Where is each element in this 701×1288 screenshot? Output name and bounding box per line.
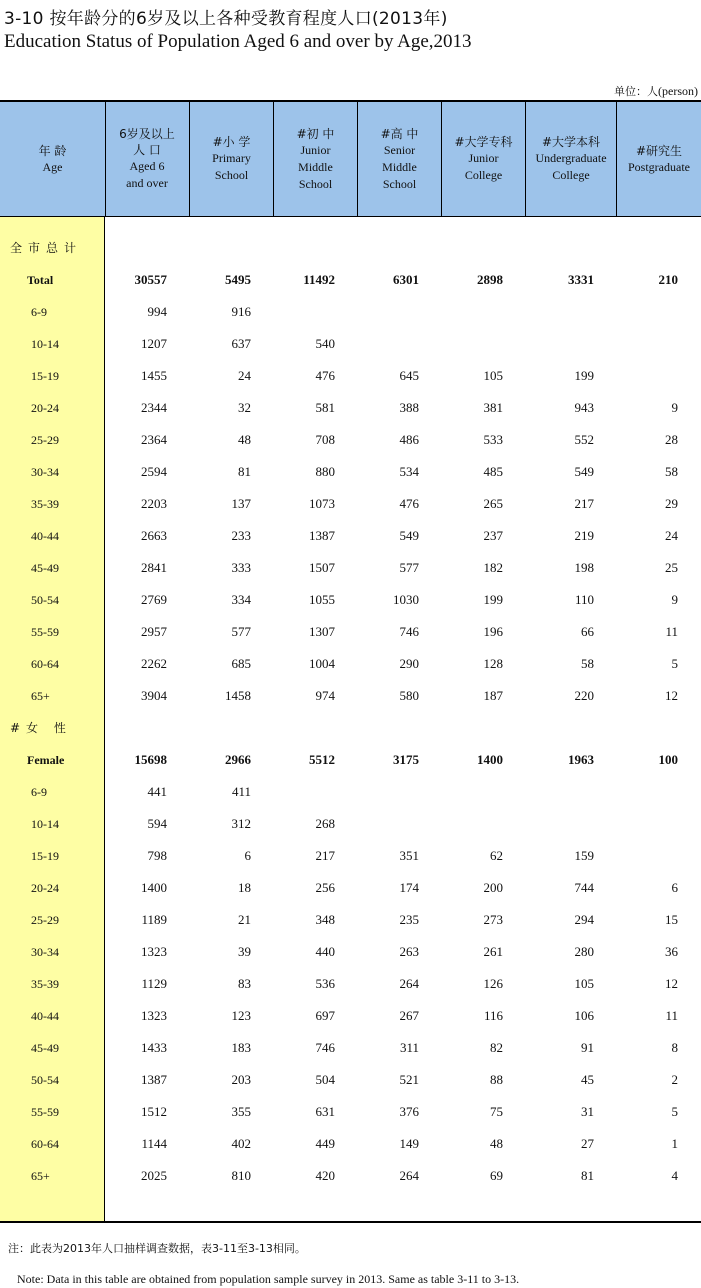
- page-title-chinese: 3-10 按年龄分的6岁及以上各种受教育程度人口(2013年): [4, 9, 448, 29]
- table-cell: 402: [231, 1136, 251, 1151]
- table-cell: 62: [490, 848, 503, 863]
- table-cell: 128: [483, 656, 503, 671]
- header-age: [0, 102, 105, 216]
- table-cell: 1433: [141, 1040, 167, 1055]
- table-cell: [265, 776, 335, 808]
- table-cell: 637: [231, 336, 251, 351]
- table-cell: 1387: [309, 528, 335, 543]
- row-label: 45-49: [31, 1041, 59, 1055]
- table-row: [0, 840, 701, 872]
- table-cell: 2898: [477, 272, 503, 287]
- table-cell: 708: [315, 432, 335, 447]
- table-cell: 351: [399, 848, 419, 863]
- table-cell: 388: [399, 400, 419, 415]
- table-cell: [608, 776, 678, 808]
- table-row: [0, 584, 701, 616]
- table-cell: 1189: [141, 912, 167, 927]
- row-label: 65+: [31, 1169, 50, 1183]
- table-cell: 2025: [141, 1168, 167, 1183]
- header-senior-middle-school: [357, 102, 441, 216]
- table-row: [0, 680, 701, 712]
- table-cell: 15698: [134, 752, 167, 767]
- table-cell: 137: [231, 496, 251, 511]
- table-cell: [524, 328, 594, 360]
- table-cell: 521: [399, 1072, 419, 1087]
- header-senior-middle-school-cn: #高 中: [380, 126, 419, 141]
- row-label: 60-64: [31, 657, 59, 671]
- table-row: [0, 1032, 701, 1064]
- row-label: #女 性: [10, 721, 72, 735]
- table-row: [0, 392, 701, 424]
- table-cell: 1963: [568, 752, 594, 767]
- header-junior-college: [441, 102, 525, 216]
- table-cell: [349, 328, 419, 360]
- table-cell: 577: [399, 560, 419, 575]
- table-cell: 916: [231, 304, 251, 319]
- table-cell: 123: [231, 1008, 251, 1023]
- table-cell: 486: [399, 432, 419, 447]
- table-row: [0, 648, 701, 680]
- row-label: 50-54: [31, 1073, 59, 1087]
- footnote-english: Note: Data in this table are obtained from population sample survey in 2013. Same as table 3-11 to 3-13.: [17, 1272, 520, 1286]
- table-cell: 6: [671, 880, 678, 895]
- total-row: [0, 744, 701, 776]
- table-cell: [608, 328, 678, 360]
- table-row: [0, 520, 701, 552]
- table-cell: 1458: [225, 688, 251, 703]
- table-row: [0, 616, 701, 648]
- table-cell: 440: [315, 944, 335, 959]
- row-label: 35-39: [31, 977, 59, 991]
- row-label: 10-14: [31, 337, 59, 351]
- header-undergraduate-college-cn: #大学本科: [541, 135, 601, 149]
- table-cell: 31: [581, 1104, 594, 1119]
- table-cell: 5512: [309, 752, 335, 767]
- table-cell: 1387: [141, 1072, 167, 1087]
- header-postgraduate-en: Postgraduate: [628, 159, 690, 174]
- table-cell: 4: [671, 1168, 678, 1183]
- row-label: 55-59: [31, 1105, 59, 1119]
- table-cell: 82: [490, 1040, 503, 1055]
- table-cell: 594: [147, 816, 167, 831]
- table-cell: 1073: [309, 496, 335, 511]
- table-cell: 441: [147, 784, 167, 799]
- table-cell: 3175: [393, 752, 419, 767]
- table-cell: 81: [581, 1168, 594, 1183]
- table-cell: 174: [399, 880, 419, 895]
- table-cell: [433, 296, 503, 328]
- table-cell: [524, 808, 594, 840]
- table-cell: 45: [581, 1072, 594, 1087]
- table-cell: 75: [490, 1104, 503, 1119]
- table-cell: 2663: [141, 528, 167, 543]
- header-junior-middle-school-en: Junior Middle School: [298, 142, 333, 191]
- table-cell: 39: [238, 944, 251, 959]
- table-cell: 376: [399, 1104, 419, 1119]
- table-cell: 116: [483, 1008, 503, 1023]
- table-cell: 746: [399, 624, 419, 639]
- table-cell: 203: [231, 1072, 251, 1087]
- table-row: [0, 1096, 701, 1128]
- table-cell: 9: [671, 400, 678, 415]
- header-senior-middle-school-en: Senior Middle School: [382, 142, 417, 191]
- table-cell: 11: [665, 624, 678, 639]
- table-cell: 25: [665, 560, 678, 575]
- table-cell: 36: [665, 944, 678, 959]
- row-label: 20-24: [31, 881, 59, 895]
- table-cell: 21: [238, 912, 251, 927]
- row-label: Female: [27, 753, 65, 767]
- table-cell: 645: [399, 368, 419, 383]
- table-cell: [349, 776, 419, 808]
- table-cell: 263: [399, 944, 419, 959]
- table-cell: 311: [399, 1040, 419, 1055]
- row-label: 6-9: [31, 785, 47, 799]
- table-cell: [349, 808, 419, 840]
- table-cell: 18: [238, 880, 251, 895]
- table-cell: 199: [574, 368, 594, 383]
- table-row: [0, 328, 701, 360]
- table-cell: [265, 296, 335, 328]
- table-cell: [433, 328, 503, 360]
- table-row: [0, 360, 701, 392]
- unit-label-english: (person): [658, 84, 698, 98]
- header-junior-middle-school-cn: #初 中: [296, 126, 335, 141]
- table-row: [0, 776, 701, 808]
- row-label: 25-29: [31, 913, 59, 927]
- header-postgraduate: [616, 102, 701, 216]
- table-cell: 549: [574, 464, 594, 479]
- table-cell: 290: [399, 656, 419, 671]
- table-cell: 199: [483, 592, 503, 607]
- table-cell: 220: [574, 688, 594, 703]
- header-junior-college-cn: #大学专科: [454, 135, 513, 149]
- table-cell: 381: [483, 400, 503, 415]
- header-aged-6-and-over-en: Aged 6 and over: [126, 159, 168, 190]
- table-cell: 66: [581, 624, 594, 639]
- header-primary-school: [189, 102, 273, 216]
- header-age-cn: 年 龄: [38, 143, 67, 158]
- row-label: 45-49: [31, 561, 59, 575]
- table-cell: 267: [399, 1008, 419, 1023]
- table-cell: 1400: [477, 752, 503, 767]
- unit-label: [614, 83, 698, 99]
- table-cell: 105: [574, 976, 594, 991]
- table-cell: 3904: [141, 688, 167, 703]
- table-bottom-rule: [0, 1221, 701, 1223]
- table-cell: 32: [238, 400, 251, 415]
- table-cell: 210: [658, 272, 678, 287]
- row-label: 30-34: [31, 945, 59, 959]
- table-cell: 58: [665, 464, 678, 479]
- footnote-chinese: 注：此表为2013年人口抽样调查数据，表3-11至3-13相同。: [8, 1242, 306, 1255]
- table-cell: 631: [315, 1104, 335, 1119]
- table-cell: 106: [574, 1008, 594, 1023]
- total-row: [0, 264, 701, 296]
- table-cell: 81: [238, 464, 251, 479]
- table-cell: 2262: [141, 656, 167, 671]
- header-undergraduate-college-en: Undergraduate College: [535, 151, 607, 182]
- table-cell: 798: [147, 848, 167, 863]
- table-cell: 577: [231, 624, 251, 639]
- table-cell: 58: [581, 656, 594, 671]
- table-cell: 187: [483, 688, 503, 703]
- table-cell: 91: [581, 1040, 594, 1055]
- table-cell: [349, 296, 419, 328]
- table-cell: 30557: [134, 272, 167, 287]
- table-row: [0, 488, 701, 520]
- table-cell: [608, 360, 678, 392]
- table-cell: 24: [665, 528, 678, 543]
- table-row: [0, 968, 701, 1000]
- header-primary-school-en: Primary School: [212, 151, 251, 182]
- table-cell: [608, 296, 678, 328]
- table-row: [0, 1128, 701, 1160]
- row-label: 10-14: [31, 817, 59, 831]
- row-label: 15-19: [31, 369, 59, 383]
- table-cell: 2344: [141, 400, 167, 415]
- row-label: 55-59: [31, 625, 59, 639]
- table-cell: [608, 808, 678, 840]
- section-row: [0, 712, 701, 744]
- table-cell: 411: [231, 784, 251, 799]
- table-cell: [433, 776, 503, 808]
- table-cell: 15: [665, 912, 678, 927]
- table-cell: 1055: [309, 592, 335, 607]
- table-row: [0, 424, 701, 456]
- row-label: 50-54: [31, 593, 59, 607]
- table-cell: 11492: [303, 272, 335, 287]
- table-cell: 268: [315, 816, 335, 831]
- table-row: [0, 904, 701, 936]
- table-cell: 746: [315, 1040, 335, 1055]
- table-cell: 348: [315, 912, 335, 927]
- table-cell: 256: [315, 880, 335, 895]
- table-cell: 273: [483, 912, 503, 927]
- table-cell: 2769: [141, 592, 167, 607]
- table-cell: 159: [574, 848, 594, 863]
- row-label: 25-29: [31, 433, 59, 447]
- table-cell: 6301: [393, 272, 419, 287]
- row-label: 65+: [31, 689, 50, 703]
- table-cell: 12: [665, 688, 678, 703]
- header-primary-school-cn: #小 学: [212, 135, 251, 149]
- table-cell: 1129: [141, 976, 167, 991]
- table-cell: 294: [574, 912, 594, 927]
- header-aged-6-and-over: [105, 102, 189, 216]
- table-cell: [608, 840, 678, 872]
- table-cell: 2594: [141, 464, 167, 479]
- table-cell: 685: [231, 656, 251, 671]
- table-cell: 1: [671, 1136, 678, 1151]
- table-row: [0, 1160, 701, 1192]
- table-cell: 1323: [141, 944, 167, 959]
- table-cell: 5: [671, 1104, 678, 1119]
- table-cell: 235: [399, 912, 419, 927]
- table-cell: 1323: [141, 1008, 167, 1023]
- table-cell: 580: [399, 688, 419, 703]
- table-cell: 261: [483, 944, 503, 959]
- table-cell: 476: [399, 496, 419, 511]
- table-cell: 149: [399, 1136, 419, 1151]
- table-cell: 312: [231, 816, 251, 831]
- row-label: 40-44: [31, 1009, 59, 1023]
- row-label: 30-34: [31, 465, 59, 479]
- table-cell: 217: [315, 848, 335, 863]
- table-cell: 264: [399, 1168, 419, 1183]
- header-aged-6-and-over-cn: 6岁及以上 人 口: [119, 127, 175, 157]
- table-cell: 233: [231, 528, 251, 543]
- table-cell: 105: [483, 368, 503, 383]
- table-cell: 28: [665, 432, 678, 447]
- header-age-en: Age: [42, 159, 63, 174]
- table-row: [0, 808, 701, 840]
- header-junior-college-en: Junior College: [464, 151, 503, 182]
- table-cell: 196: [483, 624, 503, 639]
- table-row: [0, 296, 701, 328]
- table-cell: 420: [315, 1168, 335, 1183]
- table-cell: 183: [231, 1040, 251, 1055]
- table-cell: 219: [574, 528, 594, 543]
- row-label: 6-9: [31, 305, 47, 319]
- table-cell: 536: [315, 976, 335, 991]
- table-cell: 110: [574, 592, 594, 607]
- table-cell: 83: [238, 976, 251, 991]
- table-cell: 1207: [141, 336, 167, 351]
- table-cell: 100: [658, 752, 678, 767]
- table-cell: 126: [483, 976, 503, 991]
- table-cell: 485: [483, 464, 503, 479]
- table-cell: 1512: [141, 1104, 167, 1119]
- table-cell: 697: [315, 1008, 335, 1023]
- table-cell: 237: [483, 528, 503, 543]
- row-label: Total: [27, 273, 54, 287]
- table-cell: 198: [574, 560, 594, 575]
- table-cell: 552: [574, 432, 594, 447]
- table-row: [0, 1000, 701, 1032]
- table-cell: 533: [483, 432, 503, 447]
- table-cell: 534: [399, 464, 419, 479]
- row-label: 35-39: [31, 497, 59, 511]
- table-row: [0, 456, 701, 488]
- table-cell: 8: [671, 1040, 678, 1055]
- table-cell: 449: [315, 1136, 335, 1151]
- table-cell: 24: [238, 368, 251, 383]
- table-cell: 355: [231, 1104, 251, 1119]
- row-label: 全市总计: [10, 241, 83, 255]
- header-age-separator: [105, 102, 106, 216]
- page-title-english: Education Status of Population Aged 6 and over by Age,2013: [4, 31, 472, 52]
- row-label: 40-44: [31, 529, 59, 543]
- table-cell: 217: [574, 496, 594, 511]
- header-junior-middle-school: [273, 102, 357, 216]
- table-cell: 48: [490, 1136, 503, 1151]
- table-cell: 974: [315, 688, 335, 703]
- table-cell: 11: [665, 1008, 678, 1023]
- table-cell: 9: [671, 592, 678, 607]
- table-cell: 182: [483, 560, 503, 575]
- table-cell: 994: [147, 304, 167, 319]
- table-cell: 810: [231, 1168, 251, 1183]
- table-cell: 333: [231, 560, 251, 575]
- table-cell: 476: [315, 368, 335, 383]
- table-cell: 2966: [225, 752, 251, 767]
- table-cell: [524, 776, 594, 808]
- table-cell: 334: [231, 592, 251, 607]
- table-cell: 12: [665, 976, 678, 991]
- table-cell: 3331: [568, 272, 594, 287]
- table-cell: [433, 808, 503, 840]
- table-cell: 5495: [225, 272, 251, 287]
- table-cell: 1144: [141, 1136, 167, 1151]
- table-cell: 2203: [141, 496, 167, 511]
- header-postgraduate-cn: #研究生: [635, 143, 683, 158]
- table-cell: 2957: [141, 624, 167, 639]
- unit-label-chinese: 单位：人: [614, 85, 659, 98]
- table-cell: 880: [315, 464, 335, 479]
- table-row: [0, 552, 701, 584]
- table-cell: 264: [399, 976, 419, 991]
- table-cell: 943: [574, 400, 594, 415]
- table-cell: 200: [483, 880, 503, 895]
- table-cell: 744: [574, 880, 594, 895]
- header-undergraduate-college: [525, 102, 616, 216]
- table-cell: 1307: [309, 624, 335, 639]
- table-cell: 581: [315, 400, 335, 415]
- table-cell: 1030: [393, 592, 419, 607]
- table-row: [0, 1064, 701, 1096]
- table-cell: [524, 296, 594, 328]
- table-header: [0, 102, 701, 217]
- table-cell: 69: [490, 1168, 503, 1183]
- table-row: [0, 872, 701, 904]
- section-row: [0, 232, 701, 264]
- table-cell: 1455: [141, 368, 167, 383]
- table-cell: 265: [483, 496, 503, 511]
- table-cell: 280: [574, 944, 594, 959]
- table-cell: 5: [671, 656, 678, 671]
- table-cell: 88: [490, 1072, 503, 1087]
- table-cell: 27: [581, 1136, 594, 1151]
- table-cell: 48: [238, 432, 251, 447]
- table-cell: 1400: [141, 880, 167, 895]
- row-label: 60-64: [31, 1137, 59, 1151]
- row-label: 20-24: [31, 401, 59, 415]
- table-row: [0, 936, 701, 968]
- table-body: [0, 217, 701, 1222]
- table-cell: 29: [665, 496, 678, 511]
- table-cell: 2: [671, 1072, 678, 1087]
- table-cell: 2841: [141, 560, 167, 575]
- table-cell: 540: [315, 336, 335, 351]
- row-label: 15-19: [31, 849, 59, 863]
- table-cell: 1507: [309, 560, 335, 575]
- table-cell: 549: [399, 528, 419, 543]
- table-cell: 1004: [309, 656, 335, 671]
- table-cell: 6: [244, 848, 251, 863]
- table-cell: 504: [315, 1072, 335, 1087]
- table-cell: 2364: [141, 432, 167, 447]
